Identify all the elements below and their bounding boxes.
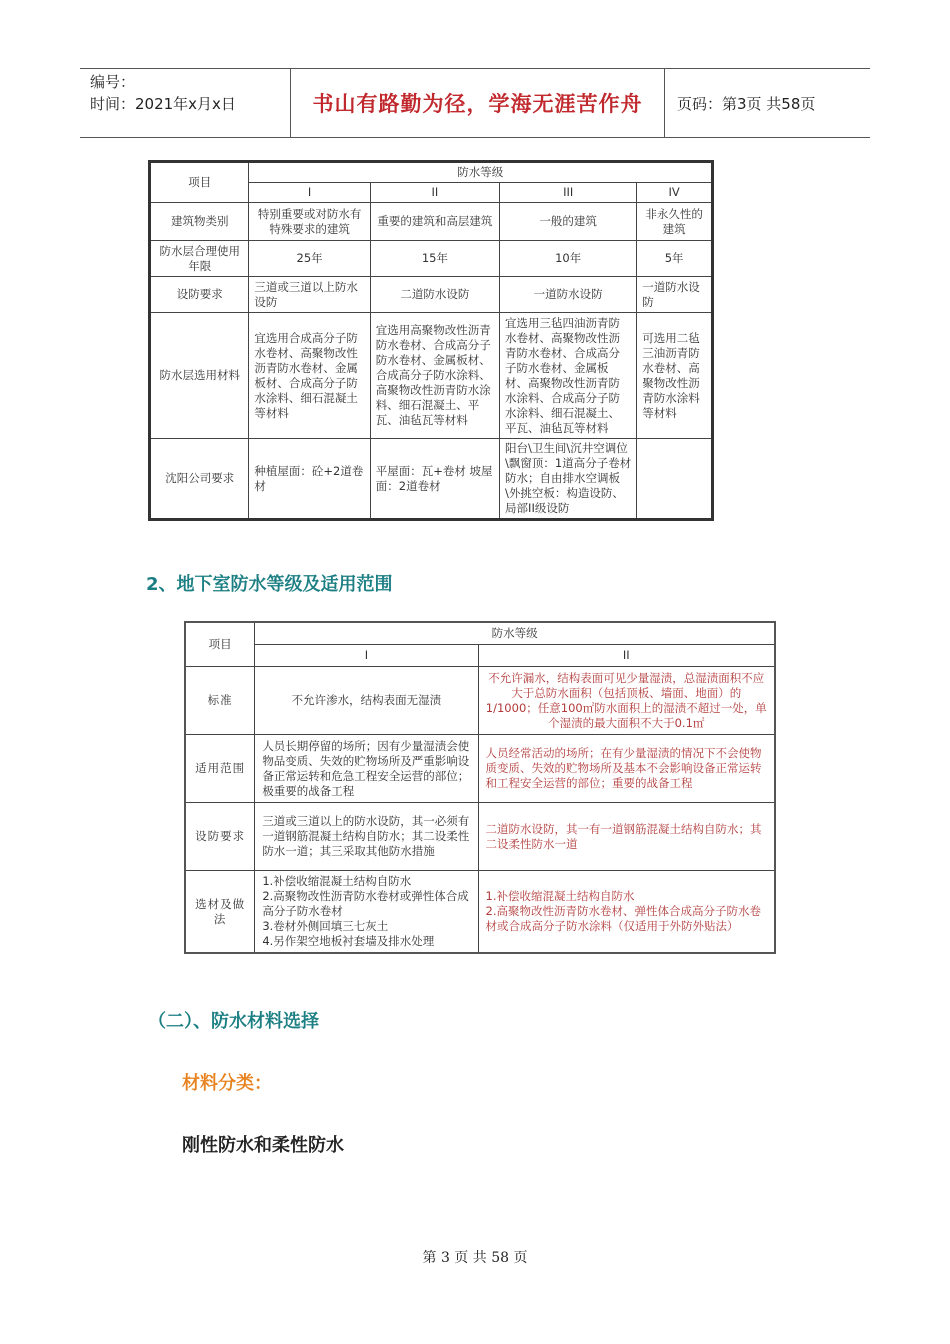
table-row (150, 203, 713, 241)
table-row (150, 439, 713, 520)
table-row (185, 803, 775, 871)
grade-header: III (500, 183, 637, 203)
grade-header: I (255, 645, 478, 667)
table-header-level: 防水等级 (249, 162, 713, 183)
row-label: 设防要求 (185, 803, 255, 871)
row-label: 防水层合理使用年限 (150, 241, 249, 277)
table-cell: 一道防水设防 (500, 277, 637, 313)
table-row (185, 871, 775, 954)
table-cell: 人员经常活动的场所；在有少量湿渍的情况下不会使物质变质、失效的贮物场所及基本不会影响设备正常运转和工程安全运营的部位；重要的战备工程 (478, 735, 775, 803)
table-cell: 10年 (500, 241, 637, 277)
table-cell: 1.补偿收缩混凝土结构自防水 2.高聚物改性沥青防水卷材或弹性体合成高分子防水卷材 3.卷材外侧回填三七灰土 4.另作架空地板衬套墙及排水处理 (255, 871, 478, 954)
header-page-code: 页码：第3页 共58页 (677, 94, 816, 113)
table-cell: 重要的建筑和高层建筑 (370, 203, 499, 241)
table-header-project: 项目 (185, 622, 255, 667)
row-label: 设防要求 (150, 277, 249, 313)
section-heading-materials: （二）、防水材料选择 (148, 1011, 319, 1032)
table-cell: 宜选用三毡四油沥青防水卷材、高聚物改性沥青防水卷材、合成高分子防水卷材、金属板材、高聚物改性沥青防水涂料、合成高分子防水涂料、细石混凝土、平瓦、油毡瓦等材料 (500, 313, 637, 439)
row-label: 标准 (185, 667, 255, 735)
grade-header: II (478, 645, 775, 667)
table-cell: 可选用二毡三油沥青防水卷材、高聚物改性沥青防水涂料等材料 (637, 313, 713, 439)
row-label: 沈阳公司要求 (150, 439, 249, 520)
grade-header: IV (637, 183, 713, 203)
table-cell: 二道防水设防，其一有一道钢筋混凝土结构自防水；其二设柔性防水一道 (478, 803, 775, 871)
table-cell (637, 439, 713, 520)
table-row (150, 277, 713, 313)
table-row (150, 241, 713, 277)
table-cell: 宜选用高聚物改性沥青防水卷材、合成高分子防水卷材、金属板材、合成高分子防水涂料、高聚物改性沥青防水涂料、细石混凝土、平瓦、油毡瓦等材料 (370, 313, 499, 439)
page-footer: 第 3 页 共 58 页 (422, 1250, 528, 1266)
table-cell: 阳台\卫生间\沉井空调位\飘窗顶：1道高分子卷材防水；自由排水空调板\外挑空板：构造设防、局部II级设防 (500, 439, 637, 520)
grade-header: I (249, 183, 370, 203)
table-cell: 特别重要或对防水有特殊要求的建筑 (249, 203, 370, 241)
table-cell: 一般的建筑 (500, 203, 637, 241)
grade-header: II (370, 183, 499, 203)
table-cell: 5年 (637, 241, 713, 277)
table-cell: 二道防水设防 (370, 277, 499, 313)
table-cell: 非永久性的建筑 (637, 203, 713, 241)
table-cell: 15年 (370, 241, 499, 277)
row-label: 防水层选用材料 (150, 313, 249, 439)
table-header-level: 防水等级 (255, 622, 775, 645)
table-cell: 一道防水设防 (637, 277, 713, 313)
row-label: 建筑物类别 (150, 203, 249, 241)
body-text: 刚性防水和柔性防水 (182, 1135, 344, 1156)
table-cell: 平屋面：瓦+卷材 坡屋面：2道卷材 (370, 439, 499, 520)
header-motto: 书山有路勤为径，学海无涯苦作舟 (291, 69, 665, 137)
table-cell: 1.补偿收缩混凝土结构自防水 2.高聚物改性沥青防水卷材、弹性体合成高分子防水卷材或合成高分子防水涂料（仅适用于外防外贴法） (478, 871, 775, 954)
time-label: 时间：2021年x月x日 (90, 95, 236, 113)
table-cell: 25年 (249, 241, 370, 277)
table-cell: 人员长期停留的场所；因有少量湿渍会使物品变质、失效的贮物场所及严重影响设备正常运转和危急工程安全运营的部位；极重要的战备工程 (255, 735, 478, 803)
header-meta (80, 69, 291, 137)
subsection-heading: 材料分类： (182, 1073, 272, 1094)
table-cell: 种植屋面：砼+2道卷材 (249, 439, 370, 520)
table-cell: 宜选用合成高分子防水卷材、高聚物改性沥青防水卷材、金属板材、合成高分子防水涂料、细石混凝土等材料 (249, 313, 370, 439)
table-row (185, 667, 775, 735)
table-cell: 不允许漏水，结构表面可见少量湿渍，总湿渍面积不应大于总防水面积（包括顶板、墙面、地面）的1/1000；任意100㎡防水面积上的湿渍不超过一处，单个湿渍的最大面积不大于0.1㎡ (478, 667, 775, 735)
table-cell: 三道或三道以上防水设防 (249, 277, 370, 313)
table-row (185, 735, 775, 803)
table-cell: 不允许渗水，结构表面无湿渍 (255, 667, 478, 735)
table-cell: 三道或三道以上的防水设防，其一必须有一道钢筋混凝土结构自防水；其二设柔性防水一道；其三采取其他防水措施 (255, 803, 478, 871)
page-header (80, 68, 870, 138)
row-label: 适用范围 (185, 735, 255, 803)
basement-waterproof-table (184, 621, 776, 954)
number-label: 编号： (90, 73, 136, 91)
row-label: 选材及做法 (185, 871, 255, 954)
roof-waterproof-table (148, 160, 714, 521)
table-row (150, 313, 713, 439)
table-header-project: 项目 (150, 162, 249, 203)
section-heading-basement: 2、地下室防水等级及适用范围 (146, 574, 393, 595)
